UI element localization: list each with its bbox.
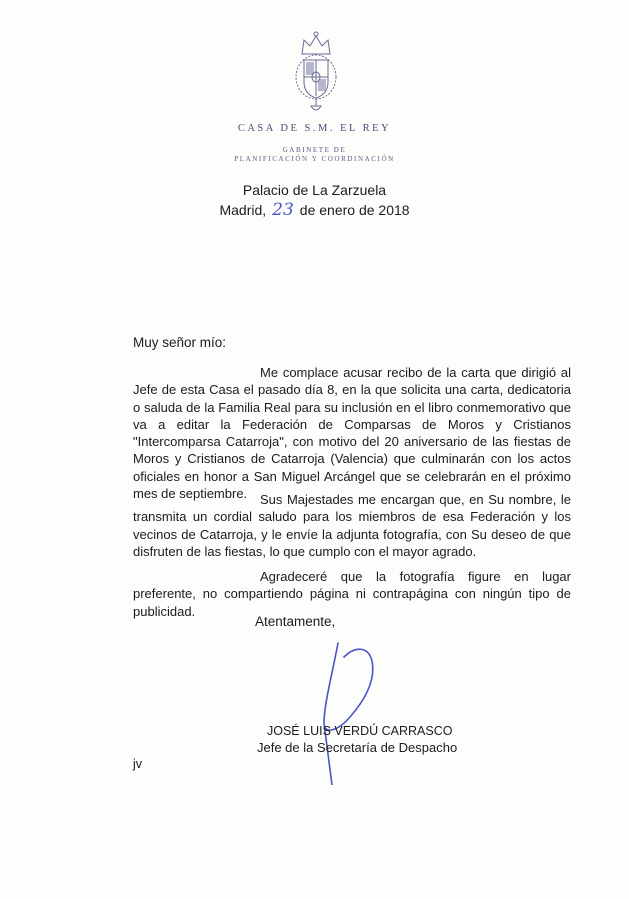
date-rest: de enero de 2018 xyxy=(299,202,410,218)
date-day-handwritten: 23 xyxy=(272,200,294,220)
handwritten-signature-icon xyxy=(318,635,380,785)
royal-coat-of-arms-icon xyxy=(286,30,346,120)
letter-place: Palacio de La Zarzuela xyxy=(242,182,387,198)
date-city: Madrid, xyxy=(219,202,267,218)
letter-greeting: Muy señor mío: xyxy=(133,335,227,350)
letterhead-title: CASA DE S.M. EL REY xyxy=(237,123,392,134)
body-paragraph-1: Me complace acusar recibo de la carta que dirigió al Jefe de esta Casa el pasado día 8, en la que solicita una carta, dedicatoria o saluda de la Familia Real para su inclusión en el libro conmemorativo que va a editar la Federación de Comparsas de Moros y Cristianos "Intercomparsa Catarroja", con motivo del 20 aniversario de las fiestas de Moros y Cristianos de Catarroja (Valencia) que culminarán con los actos oficiales en honor a San Miguel Arcángel que se celebrarán en el próximo mes de septiembre. xyxy=(133,365,571,502)
letter-closing: Atentamente, xyxy=(255,614,336,629)
letterhead-cabinet-line-2: PLANIFICACIÓN Y COORDINACIÓN xyxy=(234,155,395,163)
signer-title: Jefe de la Secretaría de Despacho xyxy=(257,740,458,755)
body-paragraph-2: Sus Majestades me encargan que, en Su nombre, le transmita un cordial saludo para los miembros de esa Federación y los vecinos de Catarroja, y le envíe la adjunta fotografía, con Su deseo de que disfruten de las fiestas, lo que cumplo con el mayor agrado. xyxy=(133,492,571,559)
letter-date xyxy=(0,200,629,220)
body-paragraph-3: Agradeceré que la fotografía figure en lugar preferente, no compartiendo página ni contrapágina con ningún tipo de publicidad. xyxy=(133,569,571,619)
signer-name: JOSÉ LUIS VERDÚ CARRASCO xyxy=(267,724,453,738)
letterhead-cabinet-line-1: GABINETE DE xyxy=(282,146,347,154)
typist-initials: jv xyxy=(133,757,143,771)
